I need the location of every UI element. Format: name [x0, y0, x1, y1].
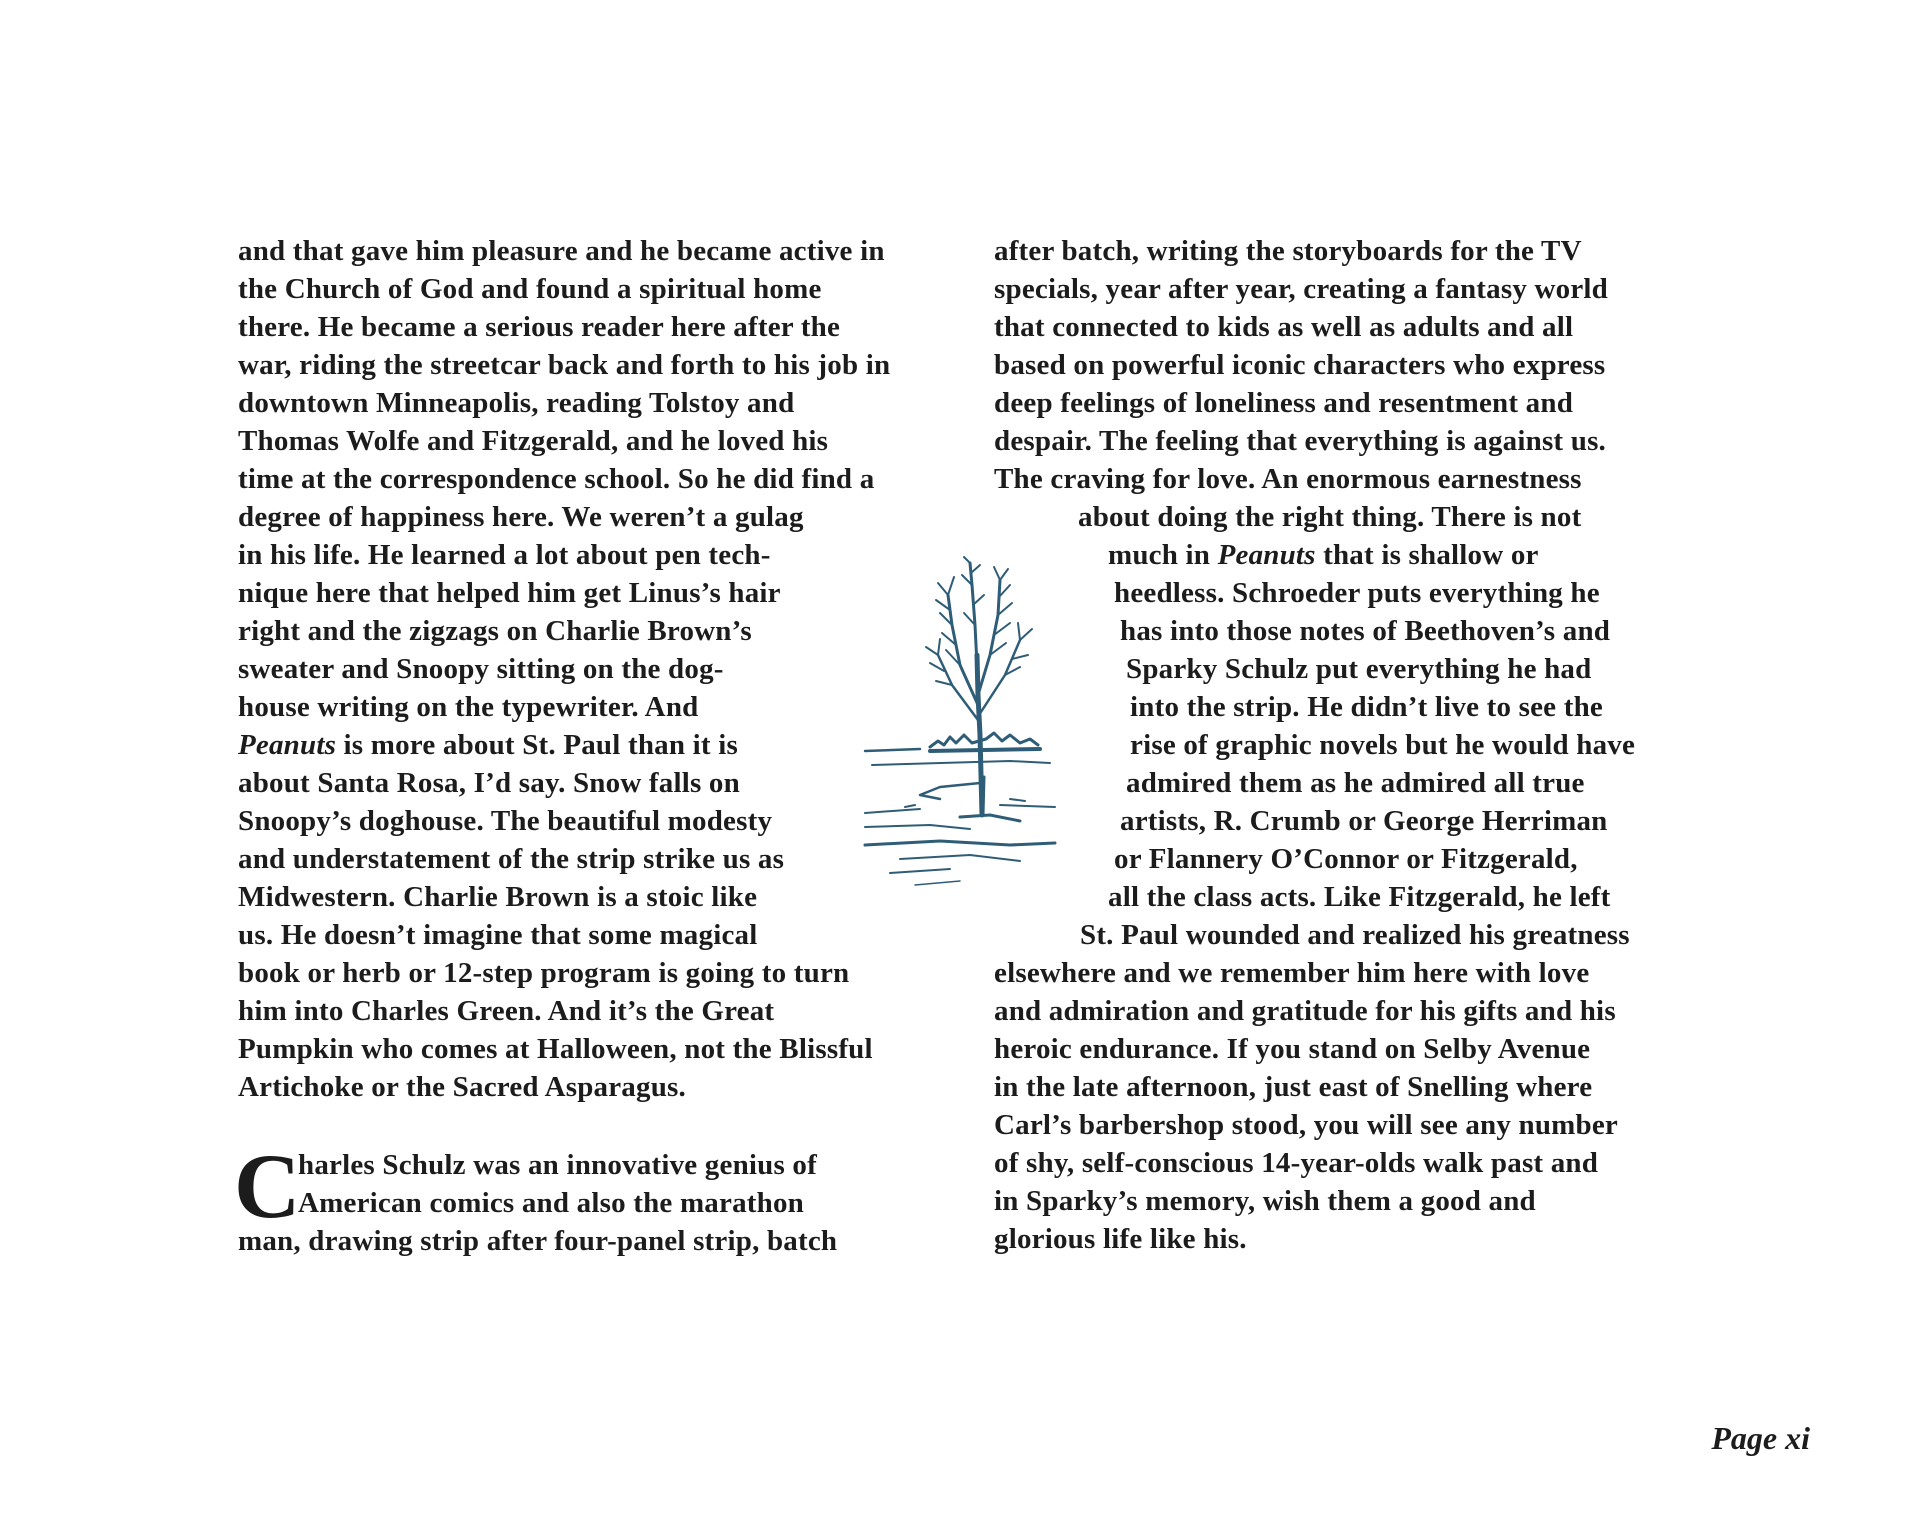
text-line: all the class acts. Like Fitzgerald, he left	[1108, 881, 1611, 913]
text-line: into the strip. He didn’t live to see the	[1130, 691, 1603, 723]
text-line: in the late afternoon, just east of Snelling where	[994, 1071, 1593, 1103]
peanuts-title: Peanuts	[238, 729, 337, 761]
text-line: house writing on the typewriter. And	[238, 691, 699, 723]
text-line: Artichoke or the Sacred Asparagus.	[238, 1071, 686, 1103]
text-line: time at the correspondence school. So he did find a	[238, 463, 875, 495]
text-line: Midwestern. Charlie Brown is a stoic like	[238, 881, 758, 913]
text-line: Snoopy’s doghouse. The beautiful modesty	[238, 805, 773, 837]
text-line: has into those notes of Beethoven’s and	[1120, 615, 1611, 647]
text-line: about Santa Rosa, I’d say. Snow falls on	[238, 767, 740, 799]
peanuts-title: Peanuts	[1217, 539, 1316, 571]
text-fragment: much in	[1108, 539, 1211, 571]
text-line: downtown Minneapolis, reading Tolstoy and	[238, 387, 795, 419]
text-line: book or herb or 12-step program is going to turn	[238, 957, 850, 989]
text-line: American comics and also the marathon	[298, 1187, 804, 1219]
text-line: man, drawing strip after four-panel strip, batch	[238, 1225, 838, 1257]
text-line: elsewhere and we remember him here with love	[994, 957, 1590, 989]
text-line: deep feelings of loneliness and resentment and	[994, 387, 1574, 419]
text-line: and understatement of the strip strike us as	[238, 843, 785, 875]
text-line: of shy, self-conscious 14-year-olds walk past and	[994, 1147, 1599, 1179]
text-line: The craving for love. An enormous earnestness	[994, 463, 1582, 495]
text-line: in Sparky’s memory, wish them a good and	[994, 1185, 1536, 1217]
text-line: heedless. Schroeder puts everything he	[1114, 577, 1600, 609]
text-line: and that gave him pleasure and he became active in	[238, 235, 885, 267]
text-line: despair. The feeling that everything is against us.	[994, 425, 1607, 457]
text-line: harles Schulz was an innovative genius of	[298, 1149, 817, 1181]
text-line: nique here that helped him get Linus’s hair	[238, 577, 781, 609]
page-number: Page xi	[1711, 1420, 1810, 1456]
text-line: about doing the right thing. There is not	[1078, 501, 1582, 533]
text-line: there. He became a serious reader here after the	[238, 311, 841, 343]
text-line: rise of graphic novels but he would have	[1130, 729, 1636, 761]
text-fragment: is more about St. Paul than it is	[343, 729, 738, 761]
text-line: artists, R. Crumb or George Herriman	[1120, 805, 1608, 837]
text-line: after batch, writing the storyboards for the TV	[994, 235, 1582, 267]
text-line: in his life. He learned a lot about pen tech-	[238, 539, 771, 571]
text-line: admired them as he admired all true	[1126, 767, 1585, 799]
text-line: Carl’s barbershop stood, you will see any number	[994, 1109, 1619, 1141]
text-line: Sparky Schulz put everything he had	[1126, 653, 1592, 685]
text-line: war, riding the streetcar back and forth to his job in	[238, 349, 891, 381]
text-line: St. Paul wounded and realized his greatness	[1080, 919, 1630, 951]
text-line: and admiration and gratitude for his gifts and his	[994, 995, 1616, 1027]
text-line: the Church of God and found a spiritual home	[238, 273, 822, 305]
text-line: him into Charles Green. And it’s the Great	[238, 995, 775, 1027]
text-line: right and the zigzags on Charlie Brown’s	[238, 615, 752, 647]
text-line: Pumpkin who comes at Halloween, not the Blissful	[238, 1033, 873, 1065]
text-fragment: that is shallow or	[1323, 539, 1539, 571]
winter-tree-illustration	[860, 555, 1060, 895]
drop-cap: C	[234, 1135, 301, 1237]
text-line: specials, year after year, creating a fantasy world	[994, 273, 1609, 305]
text-line: or Flannery O’Connor or Fitzgerald,	[1114, 843, 1578, 875]
text-line: glorious life like his.	[994, 1223, 1247, 1255]
text-line	[1108, 536, 1539, 574]
text-line: based on powerful iconic characters who express	[994, 349, 1606, 381]
text-line: us. He doesn’t imagine that some magical	[238, 919, 758, 951]
text-line: Thomas Wolfe and Fitzgerald, and he loved his	[238, 425, 829, 457]
text-line: heroic endurance. If you stand on Selby Avenue	[994, 1033, 1591, 1065]
text-line: degree of happiness here. We weren’t a gulag	[238, 501, 804, 533]
text-line: sweater and Snoopy sitting on the dog-	[238, 653, 724, 685]
text-line	[238, 726, 738, 764]
text-line: that connected to kids as well as adults and all	[994, 311, 1574, 343]
